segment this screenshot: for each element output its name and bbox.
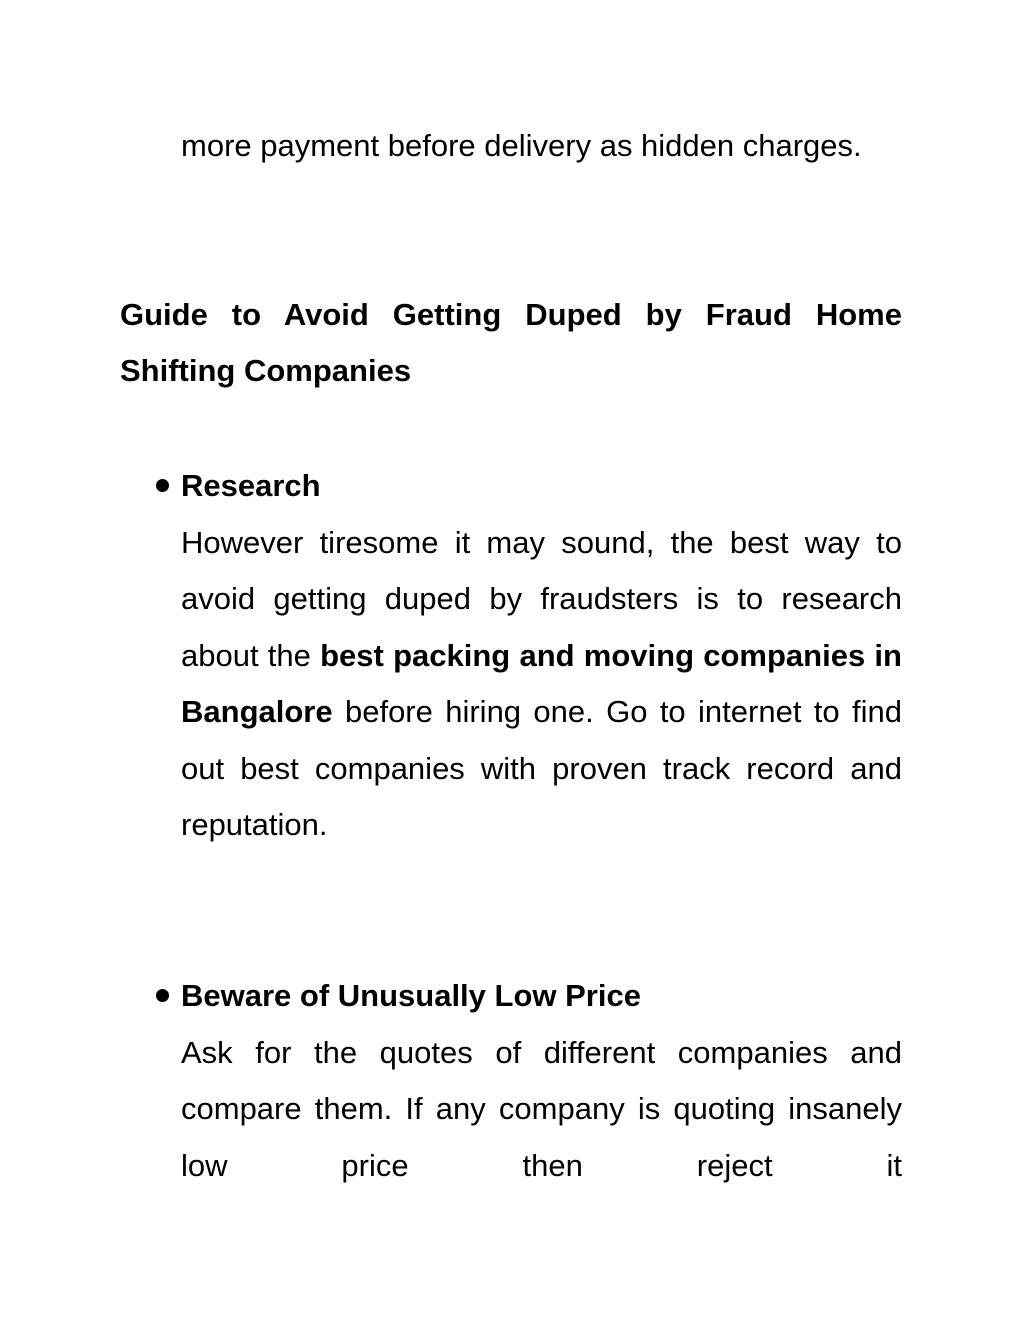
research-bold-phrase: best packing and moving companies in Bangalore	[181, 637, 902, 729]
bullet-icon	[156, 989, 169, 1002]
bullet-title-low-price: Beware of Unusually Low Price	[181, 978, 641, 1013]
section-heading: Guide to Avoid Getting Duped by Fraud Home Shifting Companies	[120, 297, 902, 388]
research-text-part-2: before hiring one. Go to internet to find out best companies with proven track record and reputation.	[181, 694, 902, 842]
continuation-paragraph: more payment before delivery as hidden charges.	[181, 128, 862, 163]
bullet-title-research: Research	[181, 468, 321, 503]
research-text-part-1: However tiresome it may sound, the best way to avoid getting duped by fraudsters is to research about the	[181, 524, 902, 673]
bullet-body-low-price: Ask for the quotes of different companies and compare them. If any company is quoting insanely low price then reject it	[181, 1034, 902, 1183]
bullet-icon	[156, 479, 169, 492]
bullet-body-research	[181, 515, 902, 854]
